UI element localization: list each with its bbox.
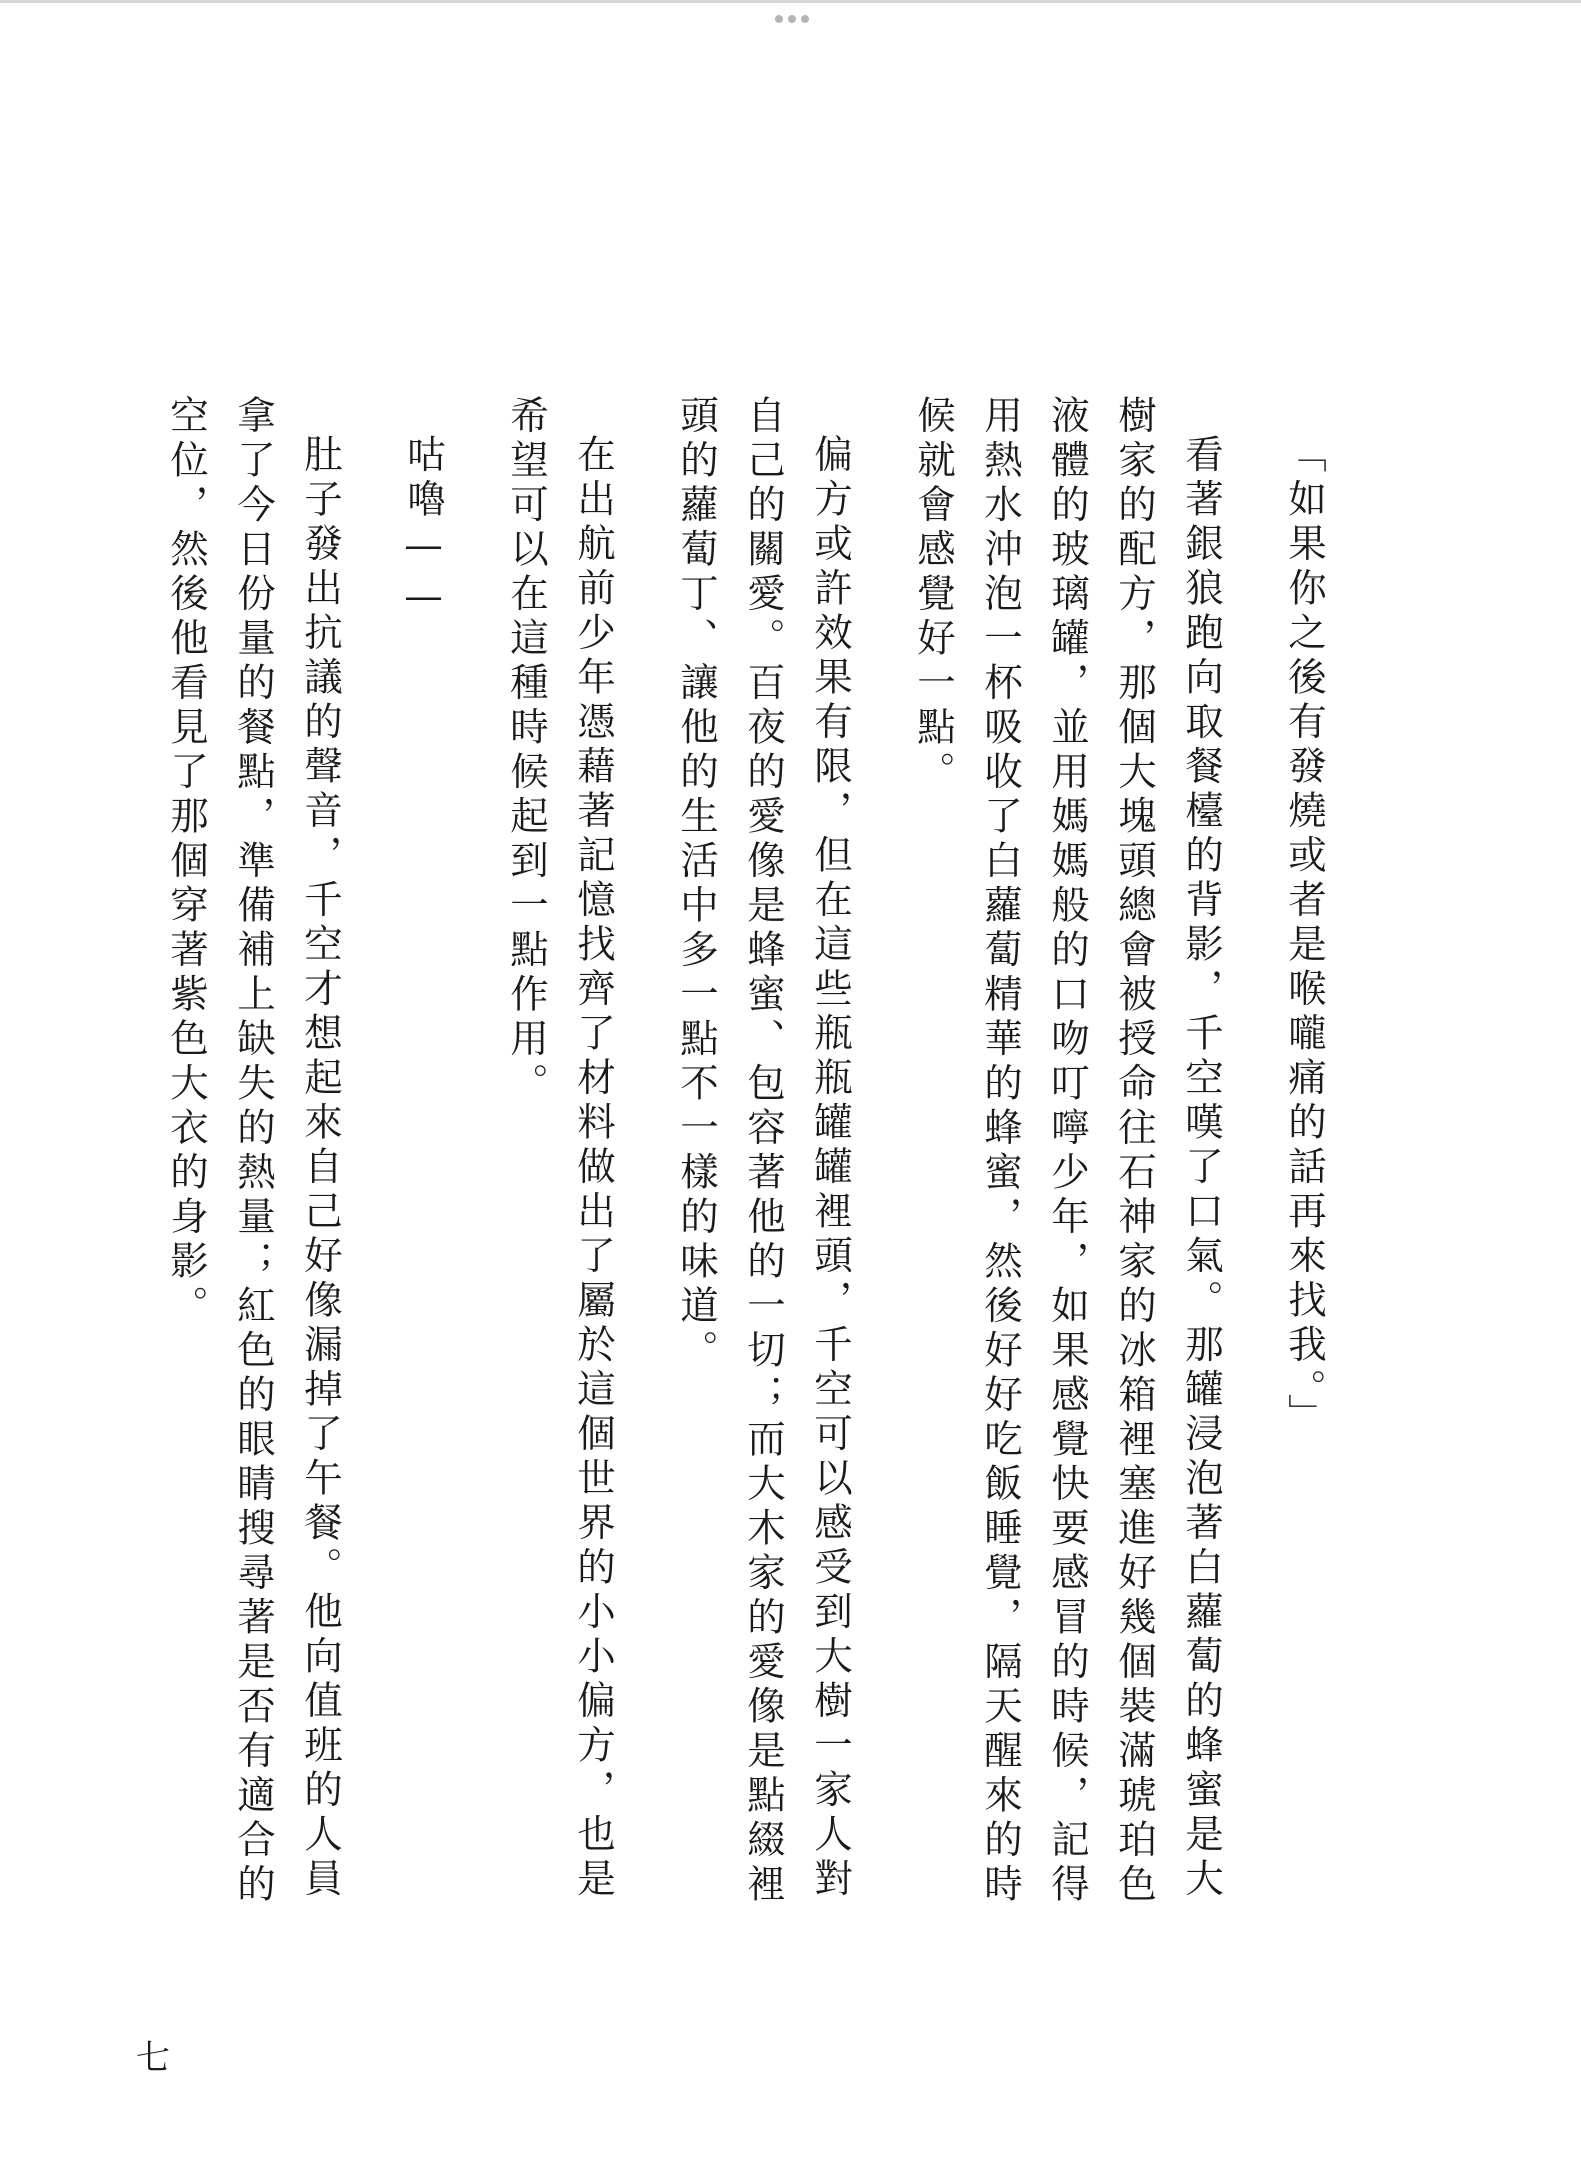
more-options-icon[interactable]	[775, 12, 809, 26]
vertical-text-body	[164, 395, 1338, 1915]
paragraph-honey-recipe: 看著銀狼跑向取餐檯的背影，千空嘆了口氣。那罐浸泡著白蘿蔔的蜂蜜是大樹家的配方，那個大塊頭總會被授命往石神家的冰箱裡塞進好幾個裝滿琥珀色液體的玻璃罐，並用媽媽般的口吻叮嚀少年，如果感覺快要感冒的時候，記得用熱水沖泡一杯吸收了白蘿蔔精華的蜂蜜，然後好好吃飯睡覺，隔天醒來的時候就會感覺好一點。	[911, 395, 1224, 1908]
top-divider	[0, 0, 1581, 3]
dot	[775, 15, 783, 23]
paragraph-lunch: 肚子發出抗議的聲音，千空才想起來自己好像漏掉了午餐。他向值班的人員拿了今日份量的餐點，準備補上缺失的熱量；紅色的眼睛搜尋著是否有適合的空位，然後他看見了那個穿著紫色大衣的身影。	[164, 395, 343, 1908]
page-number: 七	[136, 2038, 170, 2078]
paragraph-remedy: 在出航前少年憑藉著記憶找齊了材料做出了屬於這個世界的小小偏方，也是希望可以在這種時候起到一點作用。	[504, 395, 616, 1902]
dot	[788, 15, 796, 23]
dot	[801, 15, 809, 23]
paragraph-stomach-sound: 咕嚕——	[401, 433, 446, 625]
paragraph-family-love: 偏方或許效果有限，但在這些瓶瓶罐罐裡頭，千空可以感受到大樹一家人對自己的關愛。百夜的愛像是蜂蜜、包容著他的一切；而大木家的愛像是點綴裡頭的蘿蔔丁、讓他的生活中多一點不一樣的味道。	[674, 395, 853, 1908]
paragraph-dialogue: 「如果你之後有發燒或者是喉嚨痛的話再來找我。」	[1282, 433, 1327, 1438]
